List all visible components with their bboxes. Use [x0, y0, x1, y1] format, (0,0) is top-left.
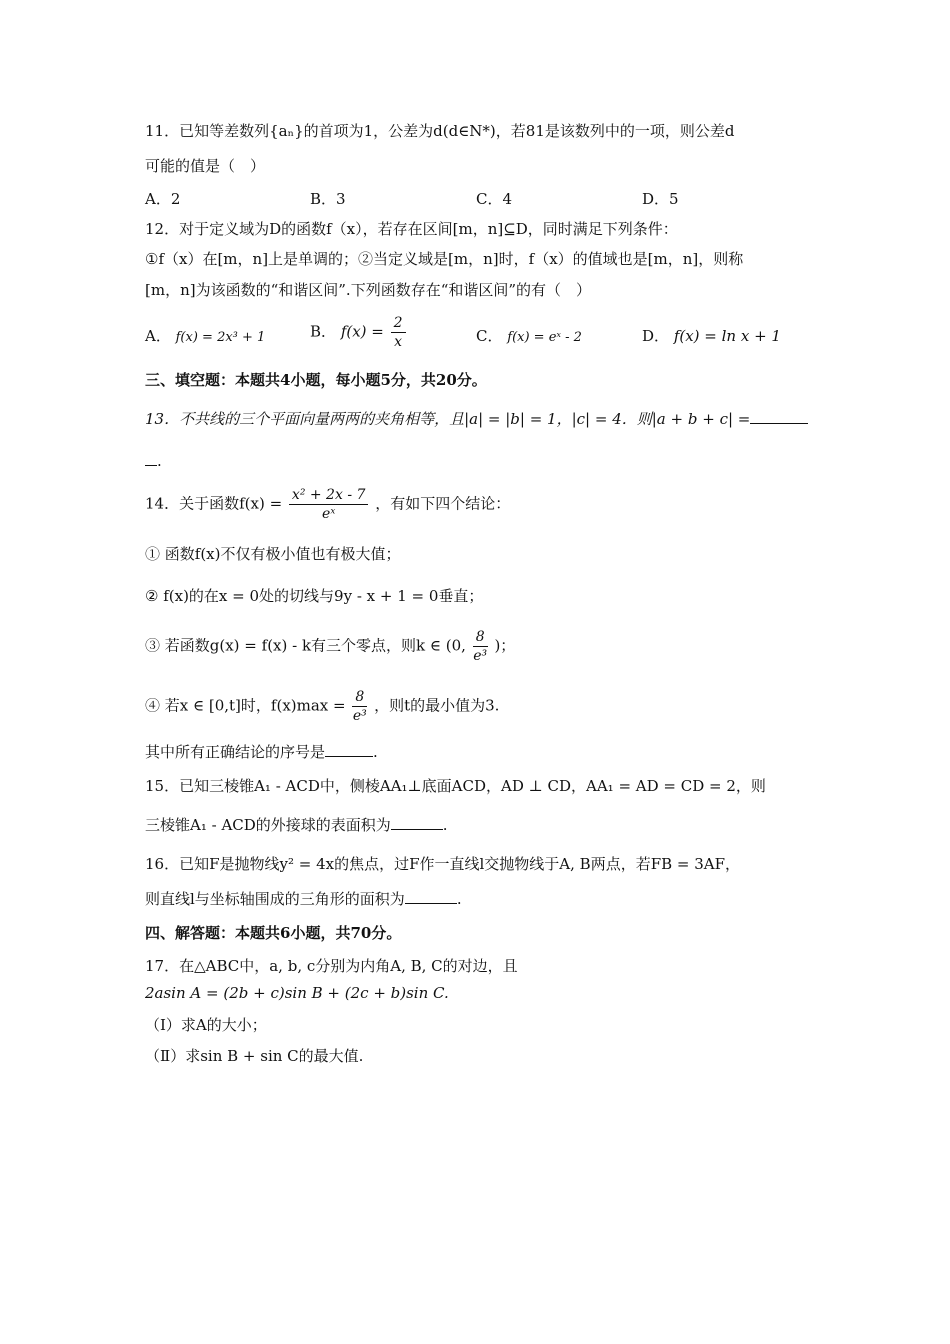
option-expr: f(x) = 2x³ + 1: [175, 330, 266, 345]
q12-option-b: [310, 314, 408, 351]
q12-option-a: [145, 325, 265, 349]
option-label: C．: [476, 327, 503, 345]
q14-stem: [145, 486, 510, 523]
q14-statement-3: [145, 628, 515, 665]
q11-option-a: A．2: [145, 190, 181, 208]
q14-post: ，有如下四个结论：: [375, 494, 511, 513]
q11-option-d: D．5: [642, 190, 679, 208]
q14-pre: 14．关于函数f(x) =: [145, 494, 283, 513]
q16-line-1: 16．已知F是抛物线y² = 4x的焦点，过F作一直线l交抛物线于A, B两点，若FB = 3AF，: [145, 855, 741, 873]
denominator: e³: [473, 648, 488, 664]
q14-statement-2: ② f(x)的在x = 0处的切线与9y - x + 1 = 0垂直；: [145, 587, 484, 605]
q16-line-2-text: 则直线l与坐标轴围成的三角形的面积为: [145, 890, 405, 908]
q17-part-1: （Ⅰ）求A的大小；: [145, 1016, 267, 1034]
numerator: 8: [473, 628, 488, 647]
q11-option-c: C．4: [476, 190, 513, 208]
q11-option-b: B．3: [310, 190, 346, 208]
option-expr: f(x) = ln x + 1: [673, 327, 781, 345]
q11-line-2: 可能的值是（ ）: [145, 157, 266, 175]
denominator: e³: [352, 708, 367, 724]
q13-line: [145, 408, 808, 430]
q14-statement-1: ① 函数f(x)不仅有极小值也有极大值；: [145, 545, 401, 563]
q14-ask: 其中所有正确结论的序号是 .: [145, 743, 378, 761]
s3-pre: ③ 若函数g(x) = f(x) - k有三个零点，则k ∈ (0,: [145, 636, 466, 655]
answer-blank: [750, 409, 808, 424]
denominator: x: [394, 334, 403, 350]
q13-tail: .: [157, 452, 162, 470]
numerator: 8: [352, 688, 367, 707]
q16-line-2: 则直线l与坐标轴围成的三角形的面积为 .: [145, 890, 462, 908]
s3-fraction: [473, 628, 488, 665]
section-3-header: 三、填空题：本题共4小题，每小题5分，共20分。: [145, 371, 487, 389]
numerator: x² + 2x - 7: [289, 486, 368, 505]
option-label: B．: [310, 322, 337, 341]
q13-text: 13．不共线的三个平面向量两两的夹角相等，且|a| = |b| = 1，|c| = 4．则|a + b + c| =: [145, 410, 751, 428]
s4-pre: ④ 若x ∈ [0,t]时，f(x)max =: [145, 696, 346, 715]
q14-statement-4: [145, 688, 499, 725]
q13-continuation: [145, 450, 162, 472]
q12-line-3: [m，n]为该函数的“和谐区间”.下列函数存在“和谐区间”的有（ ）: [145, 281, 592, 299]
answer-blank: [405, 889, 457, 904]
option-expr: f(x) = eˣ - 2: [507, 330, 582, 345]
option-label: D．: [642, 327, 670, 345]
s4-fraction: [352, 688, 367, 725]
option-expr-lhs: f(x) =: [340, 322, 384, 341]
q11-line-1: 11．已知等差数列{aₙ}的首项为1，公差为d(d∈N*)，若81是该数列中的一项，则公差d: [145, 122, 735, 140]
q12-line-2: ①f（x）在[m，n]上是单调的；②当定义域是[m，n]时，f（x）的值域也是[m，n]，则称: [145, 250, 744, 268]
section-4-header: 四、解答题：本题共6小题，共70分。: [145, 924, 402, 942]
q15-line-1: 15．已知三棱锥A₁ - ACD中，侧棱AA₁⊥底面ACD，AD ⊥ CD，AA₁ = AD = CD = 2，则: [145, 777, 766, 795]
q17-part-2: （Ⅱ）求sin B + sin C的最大值.: [145, 1047, 364, 1065]
q12-option-d: [642, 325, 781, 347]
option-label: A．: [145, 327, 171, 345]
s3-post: )；: [494, 636, 516, 655]
numerator: 2: [391, 314, 406, 333]
answer-blank: [325, 742, 373, 757]
q15-line-2: 三棱锥A₁ - ACD的外接球的表面积为 .: [145, 816, 448, 834]
q12-option-c: [476, 325, 582, 349]
denominator: eˣ: [322, 506, 336, 522]
s4-post: ，则t的最小值为3.: [374, 696, 500, 715]
q14-fraction: [289, 486, 368, 523]
q17-line-1: 17．在△ABC中，a, b, c分别为内角A, B, C的对边，且: [145, 957, 518, 975]
answer-blank: [391, 815, 443, 830]
answer-blank: [145, 451, 157, 466]
q14-ask-text: 其中所有正确结论的序号是: [145, 743, 326, 761]
q15-line-2-text: 三棱锥A₁ - ACD的外接球的表面积为: [145, 816, 391, 834]
fraction: [391, 314, 406, 351]
q17-line-2: 2asin A = (2b + c)sin B + (2c + b)sin C.: [145, 984, 449, 1002]
q12-line-1: 12．对于定义域为D的函数f（x），若存在区间[m，n]⊆D，同时满足下列条件：: [145, 220, 678, 238]
